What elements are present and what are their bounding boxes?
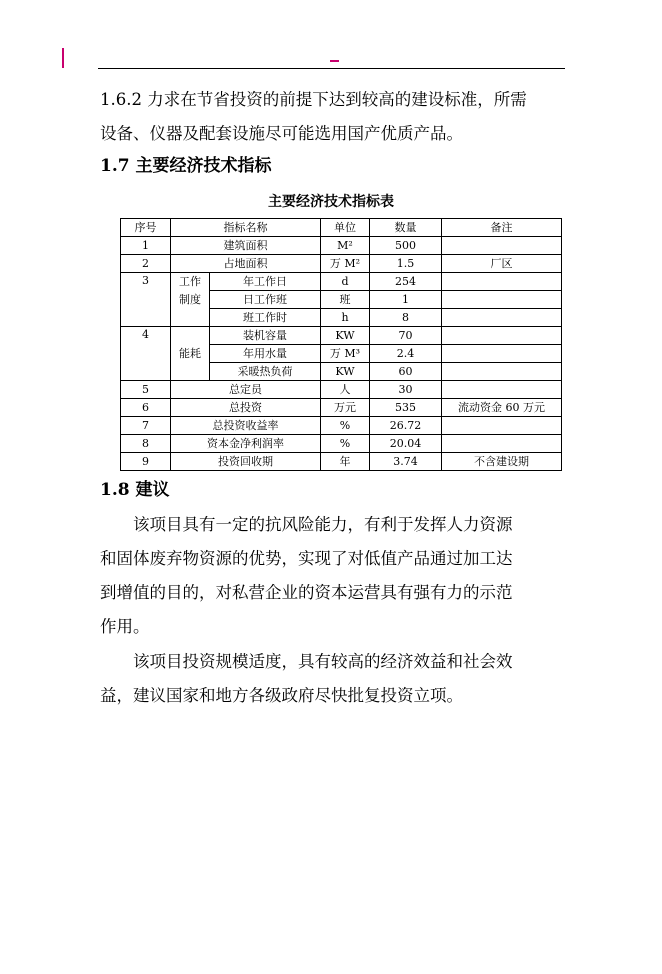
- section-18-paragraph-2: [100, 645, 565, 713]
- header-cell: 序号: [121, 219, 171, 237]
- cell-name: 年用水量: [210, 345, 321, 363]
- table-row: [121, 453, 562, 471]
- cell-name: 采暖热负荷: [210, 363, 321, 381]
- section-162-paragraph: [100, 83, 565, 151]
- cell-name: 日工作班: [210, 291, 321, 309]
- cell-note: 厂区: [442, 255, 562, 273]
- cell-unit: %: [321, 435, 370, 453]
- cell-note: [442, 435, 562, 453]
- paragraph-line: 1.6.2 力求在节省投资的前提下达到较高的建设标准，所需: [100, 90, 527, 109]
- header-cell: 指标名称: [171, 219, 321, 237]
- cell-qty: 500: [370, 237, 442, 255]
- cell-qty: 254: [370, 273, 442, 291]
- cell-group: 能耗: [171, 327, 210, 381]
- cell-name: 总投资收益率: [171, 417, 321, 435]
- table-row: [121, 255, 562, 273]
- cell-unit: 人: [321, 381, 370, 399]
- table-row: [121, 435, 562, 453]
- cell-no: 1: [121, 237, 171, 255]
- header-rule: [98, 68, 565, 69]
- cell-unit: 班: [321, 291, 370, 309]
- table-row: [121, 381, 562, 399]
- cell-qty: 60: [370, 363, 442, 381]
- cell-unit: h: [321, 309, 370, 327]
- table-header-row: [121, 219, 562, 237]
- cell-note: [442, 291, 562, 309]
- cell-note: [442, 417, 562, 435]
- cell-qty: 70: [370, 327, 442, 345]
- header-mark: [330, 60, 339, 62]
- paragraph-line: 益，建议国家和地方各级政府尽快批复投资立项。: [100, 686, 463, 705]
- cell-qty: 8: [370, 309, 442, 327]
- cell-unit: KW: [321, 363, 370, 381]
- table-row: [121, 237, 562, 255]
- cell-name: 年工作日: [210, 273, 321, 291]
- cell-note: 不含建设期: [442, 453, 562, 471]
- cell-qty: 30: [370, 381, 442, 399]
- cell-note: [442, 273, 562, 291]
- cell-no: 5: [121, 381, 171, 399]
- cell-no: 6: [121, 399, 171, 417]
- cell-unit: 万元: [321, 399, 370, 417]
- cell-note: [442, 237, 562, 255]
- paragraph-line: 作用。: [100, 617, 150, 636]
- cell-unit: %: [321, 417, 370, 435]
- cell-qty: 535: [370, 399, 442, 417]
- cell-no: 8: [121, 435, 171, 453]
- group-label-line: 制度: [179, 293, 201, 306]
- cell-name: 总定员: [171, 381, 321, 399]
- cell-note: [442, 327, 562, 345]
- cell-no: 7: [121, 417, 171, 435]
- cell-group: [171, 273, 210, 327]
- cell-name: 装机容量: [210, 327, 321, 345]
- cell-unit: M²: [321, 237, 370, 255]
- cell-name: 资本金净利润率: [171, 435, 321, 453]
- table-row: [121, 327, 562, 345]
- header-cell: 备注: [442, 219, 562, 237]
- cell-name: 占地面积: [171, 255, 321, 273]
- cell-name: 班工作时: [210, 309, 321, 327]
- cell-no: 9: [121, 453, 171, 471]
- section-18-paragraph-1: [100, 508, 565, 644]
- table-row: [121, 273, 562, 291]
- cell-unit: KW: [321, 327, 370, 345]
- cell-note: [442, 309, 562, 327]
- table-row: [121, 417, 562, 435]
- cell-note: [442, 345, 562, 363]
- cell-qty: 2.4: [370, 345, 442, 363]
- cell-unit: 万 M²: [321, 255, 370, 273]
- paragraph-line: 该项目具有一定的抗风险能力，有利于发挥人力资源: [133, 515, 513, 534]
- cell-qty: 20.04: [370, 435, 442, 453]
- paragraph-line: 该项目投资规模适度，具有较高的经济效益和社会效: [133, 652, 513, 671]
- cell-qty: 3.74: [370, 453, 442, 471]
- section-17-heading: 1.7 主要经济技术指标: [100, 156, 272, 176]
- paragraph-line: 到增值的目的，对私营企业的资本运营具有强有力的示范: [100, 583, 513, 602]
- cell-no: 3: [121, 273, 171, 327]
- cell-qty: 1.5: [370, 255, 442, 273]
- metrics-table: [120, 218, 562, 471]
- cell-note: [442, 381, 562, 399]
- cell-no: 2: [121, 255, 171, 273]
- header-cell: 单位: [321, 219, 370, 237]
- paragraph-line: 和固体废弃物资源的优势，实现了对低值产品通过加工达: [100, 549, 513, 568]
- cell-name: 投资回收期: [171, 453, 321, 471]
- paragraph-line: 设备、仪器及配套设施尽可能选用国产优质产品。: [100, 124, 463, 143]
- group-label-line: 工作: [179, 275, 201, 288]
- cell-no: 4: [121, 327, 171, 381]
- cell-qty: 26.72: [370, 417, 442, 435]
- table-title: 主要经济技术指标表: [268, 194, 394, 210]
- cell-name: 总投资: [171, 399, 321, 417]
- cell-unit: 万 M³: [321, 345, 370, 363]
- cell-note: 流动资金 60 万元: [442, 399, 562, 417]
- cell-unit: 年: [321, 453, 370, 471]
- section-18-heading: 1.8 建议: [100, 480, 170, 500]
- cell-note: [442, 363, 562, 381]
- margin-mark: [62, 48, 64, 68]
- cell-qty: 1: [370, 291, 442, 309]
- header-cell: 数量: [370, 219, 442, 237]
- table-row: [121, 399, 562, 417]
- cell-name: 建筑面积: [171, 237, 321, 255]
- cell-unit: d: [321, 273, 370, 291]
